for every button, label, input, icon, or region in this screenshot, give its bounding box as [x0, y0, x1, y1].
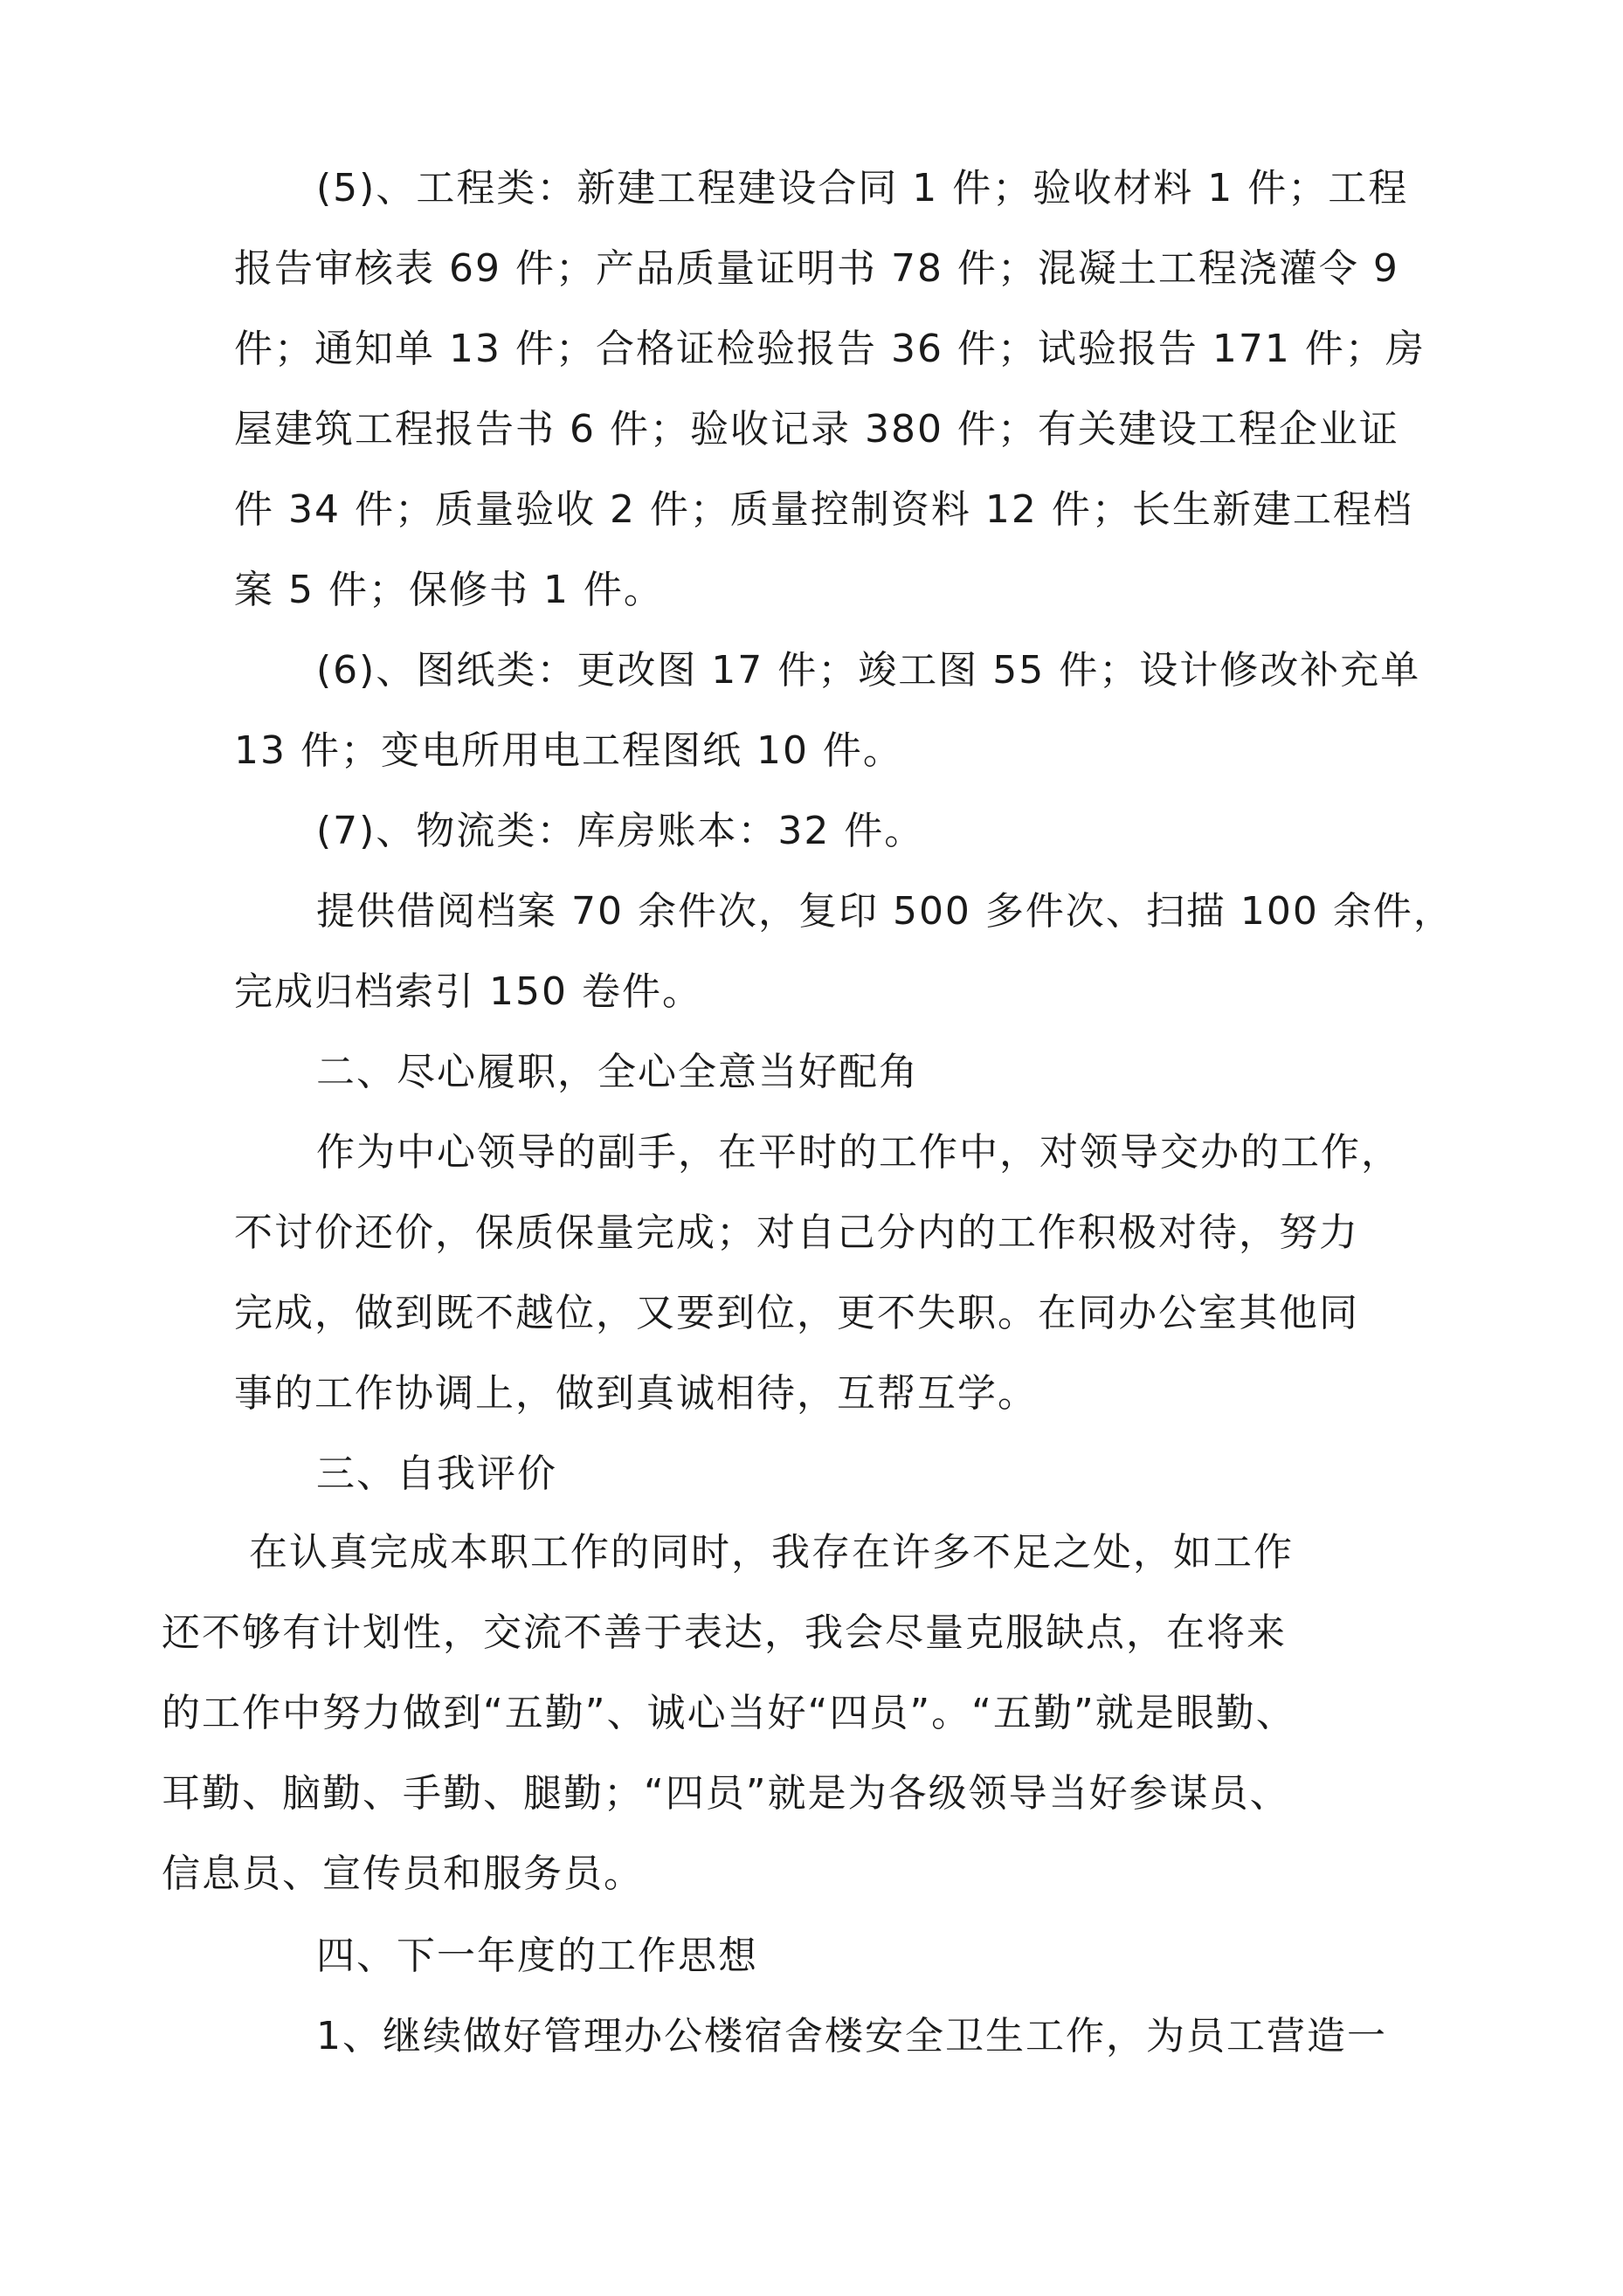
text-line: 完成，做到既不越位，又要到位，更不失职。在同办公室其他同: [234, 1291, 1359, 1335]
text-line: 案 5 件；保修书 1 件。: [234, 568, 664, 612]
text-line: 作为中心领导的副手，在平时的工作中，对领导交办的工作，: [316, 1130, 1401, 1175]
section-heading-4: [316, 1916, 758, 1996]
paragraph-archive-services: [234, 872, 1454, 1032]
text-line: 报告审核表 69 件；产品质量证明书 78 件；混凝土工程浇灌令 9: [234, 246, 1399, 291]
section-heading-2: [316, 1032, 919, 1113]
heading-text: 四、下一年度的工作思想: [316, 1934, 758, 1978]
text-line: 屋建筑工程报告书 6 件；验收记录 380 件；有关建设工程企业证: [234, 407, 1399, 452]
heading-text: 三、自我评价: [316, 1451, 557, 1496]
paragraph-drawings-category: [234, 631, 1420, 791]
text-line: 还不够有计划性，交流不善于表达，我会尽量克服缺点，在将来: [162, 1610, 1287, 1655]
text-line: 不讨价还价，保质保量完成；对自己分内的工作积极对待，努力: [234, 1210, 1359, 1255]
text-line: 信息员、宣传员和服务员。: [162, 1851, 644, 1896]
text-line: 提供借阅档案 70 余件次，复印 500 多件次、扫描 100 余件，: [316, 889, 1454, 934]
text-line: 事的工作协调上，做到真诚相待，互帮互学。: [234, 1371, 1038, 1416]
paragraph-self-evaluation: [162, 1513, 1296, 1914]
text-line: 在认真完成本职工作的同时，我存在许多不足之处，如工作: [249, 1530, 1294, 1575]
text-line: 1、继续做好管理办公楼宿舍楼安全卫生工作，为员工营造一: [316, 2014, 1387, 2058]
text-line: (5)、工程类：新建工程建设合同 1 件；验收材料 1 件；工程: [316, 166, 1409, 210]
paragraph-deputy-role: [234, 1113, 1401, 1434]
paragraph-logistics-category: [234, 791, 924, 872]
heading-text: 二、尽心履职，全心全意当好配角: [316, 1050, 919, 1094]
text-line: (6)、图纸类：更改图 17 件；竣工图 55 件；设计修改补充单: [316, 648, 1421, 693]
paragraph-engineering-category: [234, 148, 1426, 631]
text-line: 件 34 件；质量验收 2 件；质量控制资料 12 件；长生新建工程档: [234, 487, 1413, 532]
text-line: 13 件；变电所用电工程图纸 10 件。: [234, 728, 903, 773]
text-line: 的工作中努力做到“五勤”、诚心当好“四员”。“五勤”就是眼勤、: [162, 1691, 1296, 1735]
paragraph-plan-item-1: [234, 1996, 1387, 2077]
text-line: 耳勤、脑勤、手勤、腿勤；“四员”就是为各级领导当好参谋员、: [162, 1771, 1290, 1816]
section-heading-3: [316, 1434, 557, 1514]
text-line: (7)、物流类：库房账本：32 件。: [316, 809, 925, 853]
text-line: 完成归档索引 150 卷件。: [234, 969, 702, 1014]
text-line: 件；通知单 13 件；合格证检验报告 36 件；试验报告 171 件；房: [234, 327, 1426, 371]
